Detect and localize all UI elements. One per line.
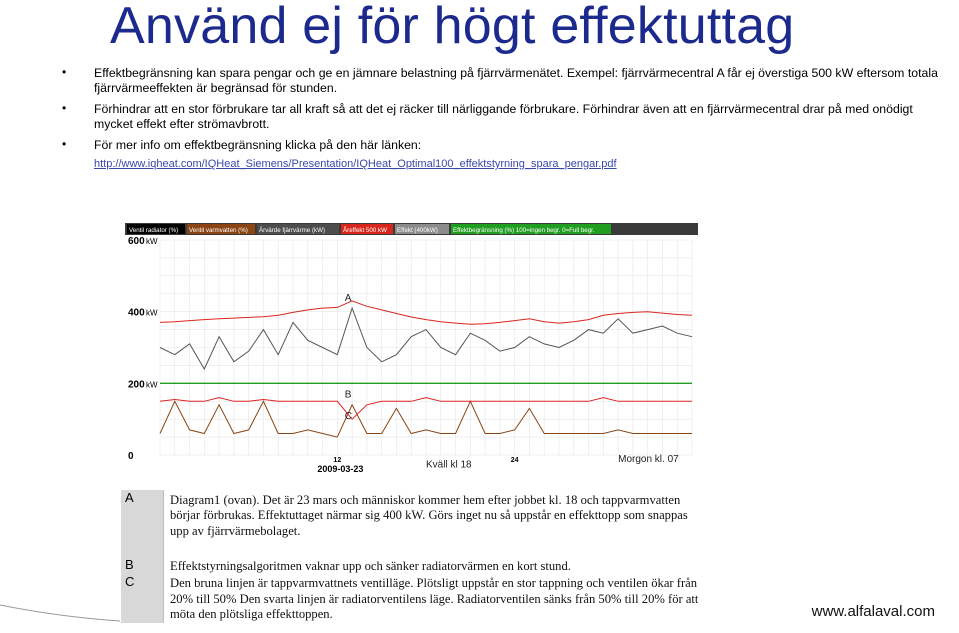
row-text: Diagram1 (ovan). Det är 23 mars och människor kommer hem efter jobbet kl. 18 och tappvarmvatten börjar förbrukas. Effektuttaget närmar sig 400 kW. Görs inget nu så uppstår en effekttopp som snappas upp av fjärrvärmebolaget. [164,490,705,557]
table-row [121,557,704,574]
footer-swoosh [0,603,120,623]
bullet-dot-icon: • [62,137,67,151]
x-tick-label: 12 [333,457,342,464]
legend-label: Effekt (400kW) [397,227,438,234]
bullet-dot-icon: • [62,65,67,79]
bullet-item [62,66,942,96]
row-key: A [121,490,164,557]
footer-url: www.alfalaval.com [811,603,935,620]
x-tick-label: 24 [510,457,519,464]
legend-label: Effektbegränsning (%) 100=ingen begr. 0=Full begr. [453,227,595,234]
y-tick-unit: kW [146,380,158,390]
y-tick-label: 400 [128,307,145,319]
info-link[interactable]: http://www.iqheat.com/IQHeat_Siemens/Presentation/IQHeat_Optimal100_effektstyrning_spara_pengar.pdf [94,158,617,170]
bullet-text: Förhindrar att en stor förbrukare tar all kraft så att det ej räcker till närliggande förbrukare. Förhindrar även att en fjärrvärmecentral drar på med onödigt mycket effekt efter strömavbrott. [94,102,913,131]
bullet-text: För mer info om effektbegränsning klicka på den här länken: [94,138,422,152]
bullet-list [62,66,942,178]
chart-annotation: A [344,292,352,304]
link-line [62,156,942,172]
row-text: Effektstyrningsalgoritmen vaknar upp och sänker radiatorvärmen en kort stund. [164,557,705,574]
row-key: B [121,557,164,574]
bullet-text: Effektbegränsning kan spara pengar och ge en jämnare belastning på fjärrvärmenätet. Exempel: fjärrvärmecentral A får ej överstiga 500 kW eftersom totala fjärrvärmeeffekten är begränsad för stunden. [94,66,938,95]
chart-annotation: Morgon kl. 07 [618,454,679,466]
slide-title: Använd ej för högt effektuttag [110,0,795,55]
date-label: 2009-03-23 [317,464,364,474]
y-tick-unit: kW [146,237,158,246]
chart-annotation: Kväll kl 18 [426,459,472,471]
row-key: C [121,574,164,622]
power-chart [120,220,700,478]
y-tick-label: 0 [128,451,134,462]
row-text: Den bruna linjen är tappvarmvattnets ventilläge. Plötsligt uppstår en stor tappning och ventilen ökar från 20% till 50% Den svarta linjen är radiatorventilens läge. Radiatorventilen sänks från 50% till 20% för att möta den plötsliga effekttoppen. [164,574,705,622]
explanation-table [121,490,704,623]
y-tick-unit: kW [146,308,158,318]
legend-label: Ärvärde fjärrvärme (kW) [259,227,326,234]
legend-label: Ventil varmvatten (%) [189,227,248,234]
legend-label: Ventil radiator (%) [129,227,179,234]
chart-background [120,220,700,478]
bullet-dot-icon: • [62,101,67,115]
chart-annotation: B [344,389,352,401]
table-row [121,490,704,557]
legend [127,224,611,234]
bullet-item [62,102,942,132]
bullet-item [62,138,942,153]
y-tick-label: 200 [128,379,145,391]
legend-label: Åreffekt 500 kW [343,227,387,234]
y-tick-label: 600 [128,236,145,247]
table-row [121,574,704,622]
chart-annotation: C [344,411,352,423]
